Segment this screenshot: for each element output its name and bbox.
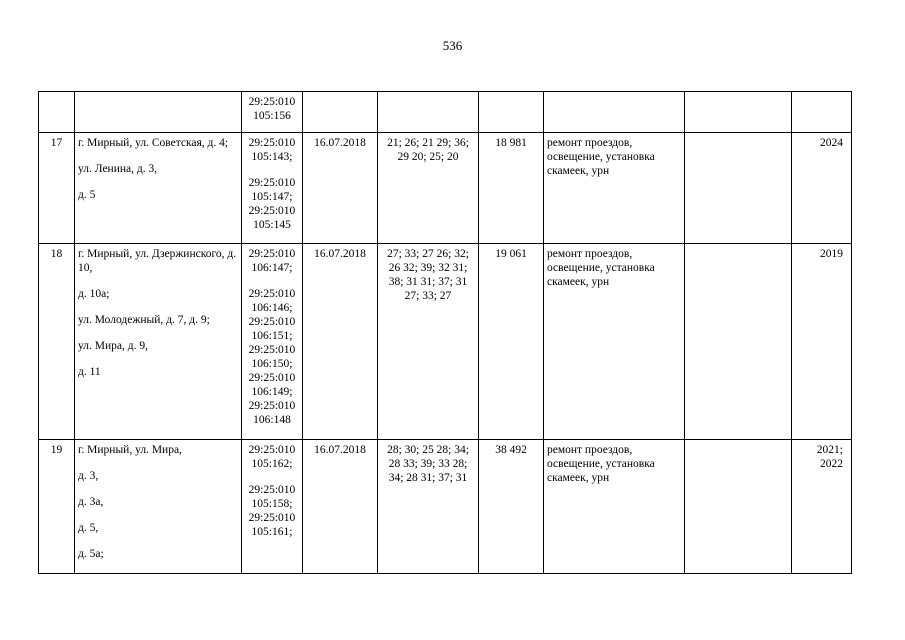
cadastral-number-line: 29:25:010 xyxy=(248,400,296,412)
area-cell xyxy=(479,244,544,440)
extra-cell xyxy=(685,92,792,133)
register-table xyxy=(38,91,852,574)
cadastral-block xyxy=(245,247,299,275)
address-line: ул. Ленина, д. 3, xyxy=(78,163,158,175)
cadastral-number-line: 105:158; xyxy=(251,498,293,510)
works-cell xyxy=(544,133,685,244)
address-line: ул. Молодежный, д. 7, д. 9; xyxy=(78,314,210,326)
area-cell xyxy=(479,92,544,133)
cadastral-number-line: 29:25:010 xyxy=(248,177,296,189)
address-cell xyxy=(75,440,242,574)
address-line: д. 10а; xyxy=(78,288,110,300)
cadastral-block xyxy=(245,483,299,539)
cadastral-number-line: 105:162; xyxy=(251,458,293,470)
cadastral-number-line: 29:25:010 xyxy=(248,316,296,328)
cadastral-cell xyxy=(242,440,303,574)
date-cell xyxy=(303,133,378,244)
year-value: 2024 xyxy=(820,137,843,149)
cadastral-number-line: 105:156 xyxy=(253,110,291,122)
cadastral-number-line: 29:25:010 xyxy=(248,288,296,300)
address-line: д. 5а; xyxy=(78,548,104,560)
year-cell xyxy=(792,92,852,133)
cadastral-number-line: 105:143; xyxy=(251,151,293,163)
table-row xyxy=(39,244,852,440)
date-value: 16.07.2018 xyxy=(314,248,366,260)
cadastral-cell xyxy=(242,133,303,244)
extra-cell xyxy=(685,244,792,440)
cadastral-cell xyxy=(242,92,303,133)
numbers-cell xyxy=(378,244,479,440)
numbers-value: 28; 30; 25 28; 34; 28 33; 39; 33 28; 34; 28 31; 37; 31 xyxy=(387,444,469,484)
area-cell xyxy=(479,440,544,574)
numbers-cell xyxy=(378,92,479,133)
area-cell xyxy=(479,133,544,244)
cadastral-number-line: 106:148 xyxy=(253,414,291,426)
table-row xyxy=(39,440,852,574)
cadastral-number-line: 29:25:010 xyxy=(248,344,296,356)
numbers-cell xyxy=(378,440,479,574)
cadastral-number-line: 29:25:010 xyxy=(248,512,296,524)
address-line: д. 5, xyxy=(78,522,99,534)
cadastral-cell xyxy=(242,244,303,440)
year-cell xyxy=(792,440,852,574)
works-value: ремонт проездов, освещение, установка скамеек, урн xyxy=(547,248,655,288)
cadastral-number-line: 105:147; xyxy=(251,191,293,203)
address-cell xyxy=(75,92,242,133)
row-number-cell xyxy=(39,244,75,440)
cadastral-number-line: 106:146; xyxy=(251,302,293,314)
row-number-cell xyxy=(39,440,75,574)
row-number: 19 xyxy=(50,444,63,456)
cadastral-block xyxy=(245,443,299,471)
address-line: д. 5 xyxy=(78,189,96,201)
table-row xyxy=(39,133,852,244)
works-cell xyxy=(544,440,685,574)
cadastral-number-line: 106:150; xyxy=(251,358,293,370)
date-cell xyxy=(303,440,378,574)
address-line: г. Мирный, ул. Дзержинского, д. 10, xyxy=(78,248,237,274)
page-number: 536 xyxy=(442,38,463,53)
row-number-cell xyxy=(39,133,75,244)
cadastral-number-line: 105:161; xyxy=(251,526,293,538)
date-cell xyxy=(303,244,378,440)
cadastral-number-line: 106:151; xyxy=(251,330,293,342)
cadastral-number-line: 29:25:010 xyxy=(248,372,296,384)
address-line: д. 3, xyxy=(78,470,99,482)
address-line: д. 3а, xyxy=(78,496,104,508)
table-body xyxy=(39,92,852,574)
cadastral-number-line: 29:25:010 xyxy=(248,96,296,108)
year-cell xyxy=(792,244,852,440)
cadastral-number-line: 106:149; xyxy=(251,386,293,398)
numbers-value: 27; 33; 27 26; 32; 26 32; 39; 32 31; 38; 31 31; 37; 31 27; 33; 27 xyxy=(387,248,469,302)
cadastral-block xyxy=(245,95,299,123)
works-cell xyxy=(544,92,685,133)
extra-cell xyxy=(685,440,792,574)
extra-cell xyxy=(685,133,792,244)
address-line: г. Мирный, ул. Советская, д. 4; xyxy=(78,137,229,149)
date-value: 16.07.2018 xyxy=(314,137,366,149)
date-value: 16.07.2018 xyxy=(314,444,366,456)
cadastral-block xyxy=(245,176,299,232)
works-value: ремонт проездов, освещение, установка скамеек, урн xyxy=(547,137,655,177)
address-line: г. Мирный, ул. Мира, xyxy=(78,444,182,456)
cadastral-block xyxy=(245,287,299,427)
row-number: 17 xyxy=(50,137,63,149)
numbers-cell xyxy=(378,133,479,244)
cadastral-number-line: 29:25:010 xyxy=(248,205,296,217)
area-value: 38 492 xyxy=(495,444,527,456)
year-value: 2019 xyxy=(820,248,843,260)
row-number: 18 xyxy=(50,248,63,260)
cadastral-number-line: 29:25:010 xyxy=(248,444,296,456)
year-cell xyxy=(792,133,852,244)
table-row xyxy=(39,92,852,133)
works-value: ремонт проездов, освещение, установка скамеек, урн xyxy=(547,444,655,484)
cadastral-block xyxy=(245,136,299,164)
date-cell xyxy=(303,92,378,133)
area-value: 18 981 xyxy=(495,137,527,149)
row-number-cell xyxy=(39,92,75,133)
address-line: ул. Мира, д. 9, xyxy=(78,340,148,352)
numbers-value: 21; 26; 21 29; 36; 29 20; 25; 20 xyxy=(387,137,469,163)
cadastral-number-line: 29:25:010 xyxy=(248,248,296,260)
address-cell xyxy=(75,133,242,244)
cadastral-number-line: 29:25:010 xyxy=(248,137,296,149)
year-value: 2021; 2022 xyxy=(816,444,843,470)
address-line: д. 11 xyxy=(78,366,101,378)
works-cell xyxy=(544,244,685,440)
area-value: 19 061 xyxy=(495,248,527,260)
cadastral-number-line: 29:25:010 xyxy=(248,484,296,496)
cadastral-number-line: 106:147; xyxy=(251,262,293,274)
address-cell xyxy=(75,244,242,440)
cadastral-number-line: 105:145 xyxy=(253,219,291,231)
